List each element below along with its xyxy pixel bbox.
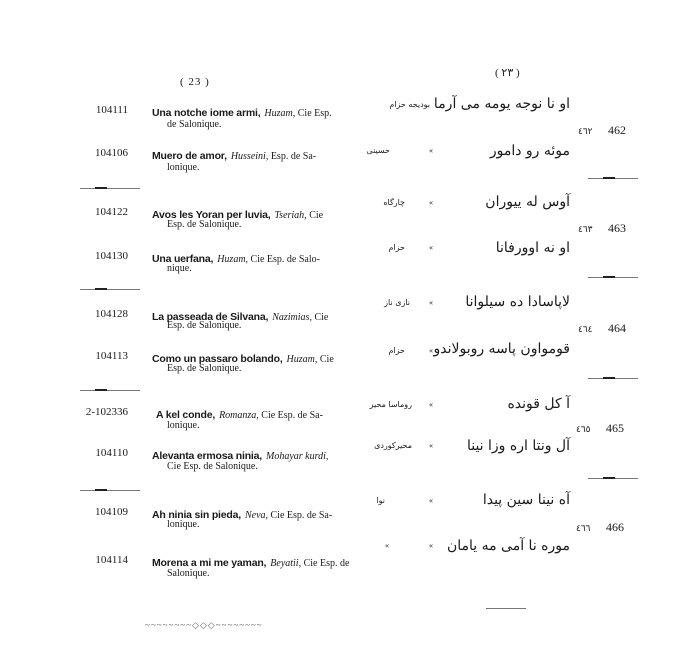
label-text: Cie Esp. de bbox=[303, 558, 350, 569]
song-genre: Neva, bbox=[244, 510, 269, 521]
label-continuation: de Salonique. bbox=[167, 119, 222, 130]
ditto-mark: « bbox=[429, 441, 433, 450]
label-text: Cie bbox=[309, 210, 324, 221]
ditto-mark: « bbox=[429, 541, 433, 550]
label-text: Cie Esp. de Sa- bbox=[270, 510, 333, 521]
disc-number-arabic: ٤٦٣ bbox=[578, 225, 593, 235]
song-title: Avos les Yoran per luvia, bbox=[152, 209, 271, 221]
song-genre: Husseini, bbox=[230, 151, 269, 162]
arabic-song-title: موره نا آمى مه يامان bbox=[446, 538, 570, 554]
arabic-genre: نازى ناز bbox=[384, 298, 410, 307]
disc-number: 465 bbox=[606, 421, 624, 435]
right-page-number: ( ٢٣ ) bbox=[495, 67, 520, 79]
arabic-genre: چارگاه bbox=[383, 198, 405, 207]
label-continuation: Salonique. bbox=[167, 568, 210, 579]
arabic-genre: بوديجه حزام bbox=[389, 100, 430, 109]
separator-dash bbox=[95, 288, 107, 290]
disc-number-arabic: ٤٦٥ bbox=[576, 425, 591, 435]
ditto-mark: « bbox=[385, 541, 389, 550]
arabic-genre: حزام bbox=[388, 346, 405, 355]
song-title: Como un passaro bolando, bbox=[152, 353, 283, 365]
separator-line bbox=[486, 608, 526, 609]
ditto-mark: « bbox=[429, 146, 433, 155]
arabic-genre: حزام bbox=[388, 243, 405, 252]
label-continuation: nique. bbox=[167, 263, 192, 274]
separator-dash bbox=[95, 389, 107, 391]
arabic-song-title: آه نينا سين پيدا bbox=[482, 492, 570, 508]
arabic-song-title: او نا نوجه يومه مى آرما bbox=[433, 96, 570, 112]
label-text: Cie Esp. de Sa- bbox=[261, 410, 323, 421]
label-text: Esp. de Sa- bbox=[270, 151, 317, 162]
disc-number: 466 bbox=[606, 520, 624, 534]
ditto-mark: « bbox=[429, 346, 433, 355]
ditto-mark: « bbox=[429, 298, 433, 307]
song-genre: Nazimias, bbox=[272, 312, 312, 323]
separator-line bbox=[80, 390, 140, 391]
label-text: Cie bbox=[319, 354, 334, 365]
label-continuation: Cie Esp. de Salonique. bbox=[167, 461, 258, 472]
song-title: Muero de amor, bbox=[152, 150, 227, 162]
separator-dash bbox=[95, 489, 107, 491]
catalog-number: 2-102336 bbox=[85, 406, 128, 418]
arabic-genre: نوا bbox=[376, 496, 385, 505]
song-genre: Mohayar kurdi, bbox=[265, 451, 329, 462]
catalog-number: 104113 bbox=[95, 350, 128, 362]
label-continuation: lonique. bbox=[167, 519, 200, 530]
label-continuation: Esp. de Salonique. bbox=[167, 363, 242, 374]
arabic-song-title: قومواون پاسه روبولاندو bbox=[433, 341, 570, 357]
song-title: Alevanta ermosa ninia, bbox=[152, 450, 262, 462]
footer-ornament: ~~~~~~~~◇◇◇~~~~~~~~ bbox=[145, 620, 263, 630]
ditto-mark: « bbox=[429, 243, 433, 252]
separator-dash bbox=[603, 276, 615, 278]
separator-dash bbox=[603, 177, 615, 179]
disc-number: 464 bbox=[608, 321, 626, 335]
disc-number: 462 bbox=[608, 123, 626, 137]
catalog-number: 104114 bbox=[95, 554, 128, 566]
separator-line bbox=[80, 188, 140, 189]
label-continuation: lonique. bbox=[167, 420, 200, 431]
song-title: A kel conde, bbox=[156, 409, 216, 421]
song-title: Morena a mi me yaman, bbox=[152, 557, 267, 569]
disc-number-arabic: ٤٦٦ bbox=[576, 524, 591, 534]
song-title: Ah ninia sin pieda, bbox=[152, 509, 241, 521]
catalog-number: 104111 bbox=[95, 104, 128, 116]
separator-dash bbox=[603, 477, 615, 479]
label-text: Cie Esp. de Salo- bbox=[250, 254, 320, 265]
arabic-genre: روماسا محير bbox=[369, 400, 412, 409]
separator-line bbox=[80, 490, 140, 491]
arabic-genre: حسينى bbox=[366, 146, 390, 155]
separator-dash bbox=[95, 187, 107, 189]
label-text: Cie bbox=[314, 312, 329, 323]
label-text: Cie Esp. bbox=[297, 108, 332, 119]
ditto-mark: « bbox=[429, 496, 433, 505]
arabic-song-title: لاپاسادا ده سيلوانا bbox=[465, 294, 570, 310]
song-genre: Huzam, bbox=[217, 254, 249, 265]
song-genre: Beyatii, bbox=[270, 558, 302, 569]
separator-line bbox=[80, 289, 140, 290]
label-continuation: Esp. de Salonique. bbox=[167, 320, 242, 331]
song-title: La passeada de Silvana, bbox=[152, 311, 269, 323]
ditto-mark: « bbox=[429, 400, 433, 409]
song-genre: Huzam, bbox=[286, 354, 318, 365]
arabic-song-title: آل ونتا اره وزا نينا bbox=[466, 438, 570, 454]
separator-dash bbox=[603, 377, 615, 379]
ditto-mark: « bbox=[429, 198, 433, 207]
song-genre: Tseriah, bbox=[274, 210, 307, 221]
arabic-song-title: او نه اوورفانا bbox=[495, 240, 570, 256]
arabic-song-title: آ كل قونده bbox=[507, 396, 570, 412]
song-title: Una uerfana, bbox=[152, 253, 214, 265]
disc-number-arabic: ٤٦٢ bbox=[578, 127, 593, 137]
catalog-number: 104128 bbox=[95, 308, 128, 320]
song-genre: Huzam, bbox=[264, 108, 296, 119]
arabic-song-title: موئه رو دامور bbox=[489, 143, 570, 159]
disc-number-arabic: ٤٦٤ bbox=[578, 325, 593, 335]
catalog-number: 104106 bbox=[95, 147, 128, 159]
catalog-number: 104109 bbox=[95, 506, 128, 518]
catalog-number: 104110 bbox=[95, 447, 128, 459]
left-page-number: ( 23 ) bbox=[180, 76, 210, 88]
song-genre: Romanza, bbox=[219, 410, 259, 421]
arabic-song-title: آوس له ييوران bbox=[485, 194, 570, 210]
label-continuation: lonique. bbox=[167, 162, 200, 173]
catalog-number: 104130 bbox=[95, 250, 128, 262]
disc-number: 463 bbox=[608, 221, 626, 235]
arabic-genre: محيركوردى bbox=[374, 441, 412, 450]
song-title: Una notche iome armi, bbox=[152, 107, 261, 119]
catalog-number: 104122 bbox=[95, 206, 128, 218]
label-continuation: Esp. de Salonique. bbox=[167, 219, 242, 230]
